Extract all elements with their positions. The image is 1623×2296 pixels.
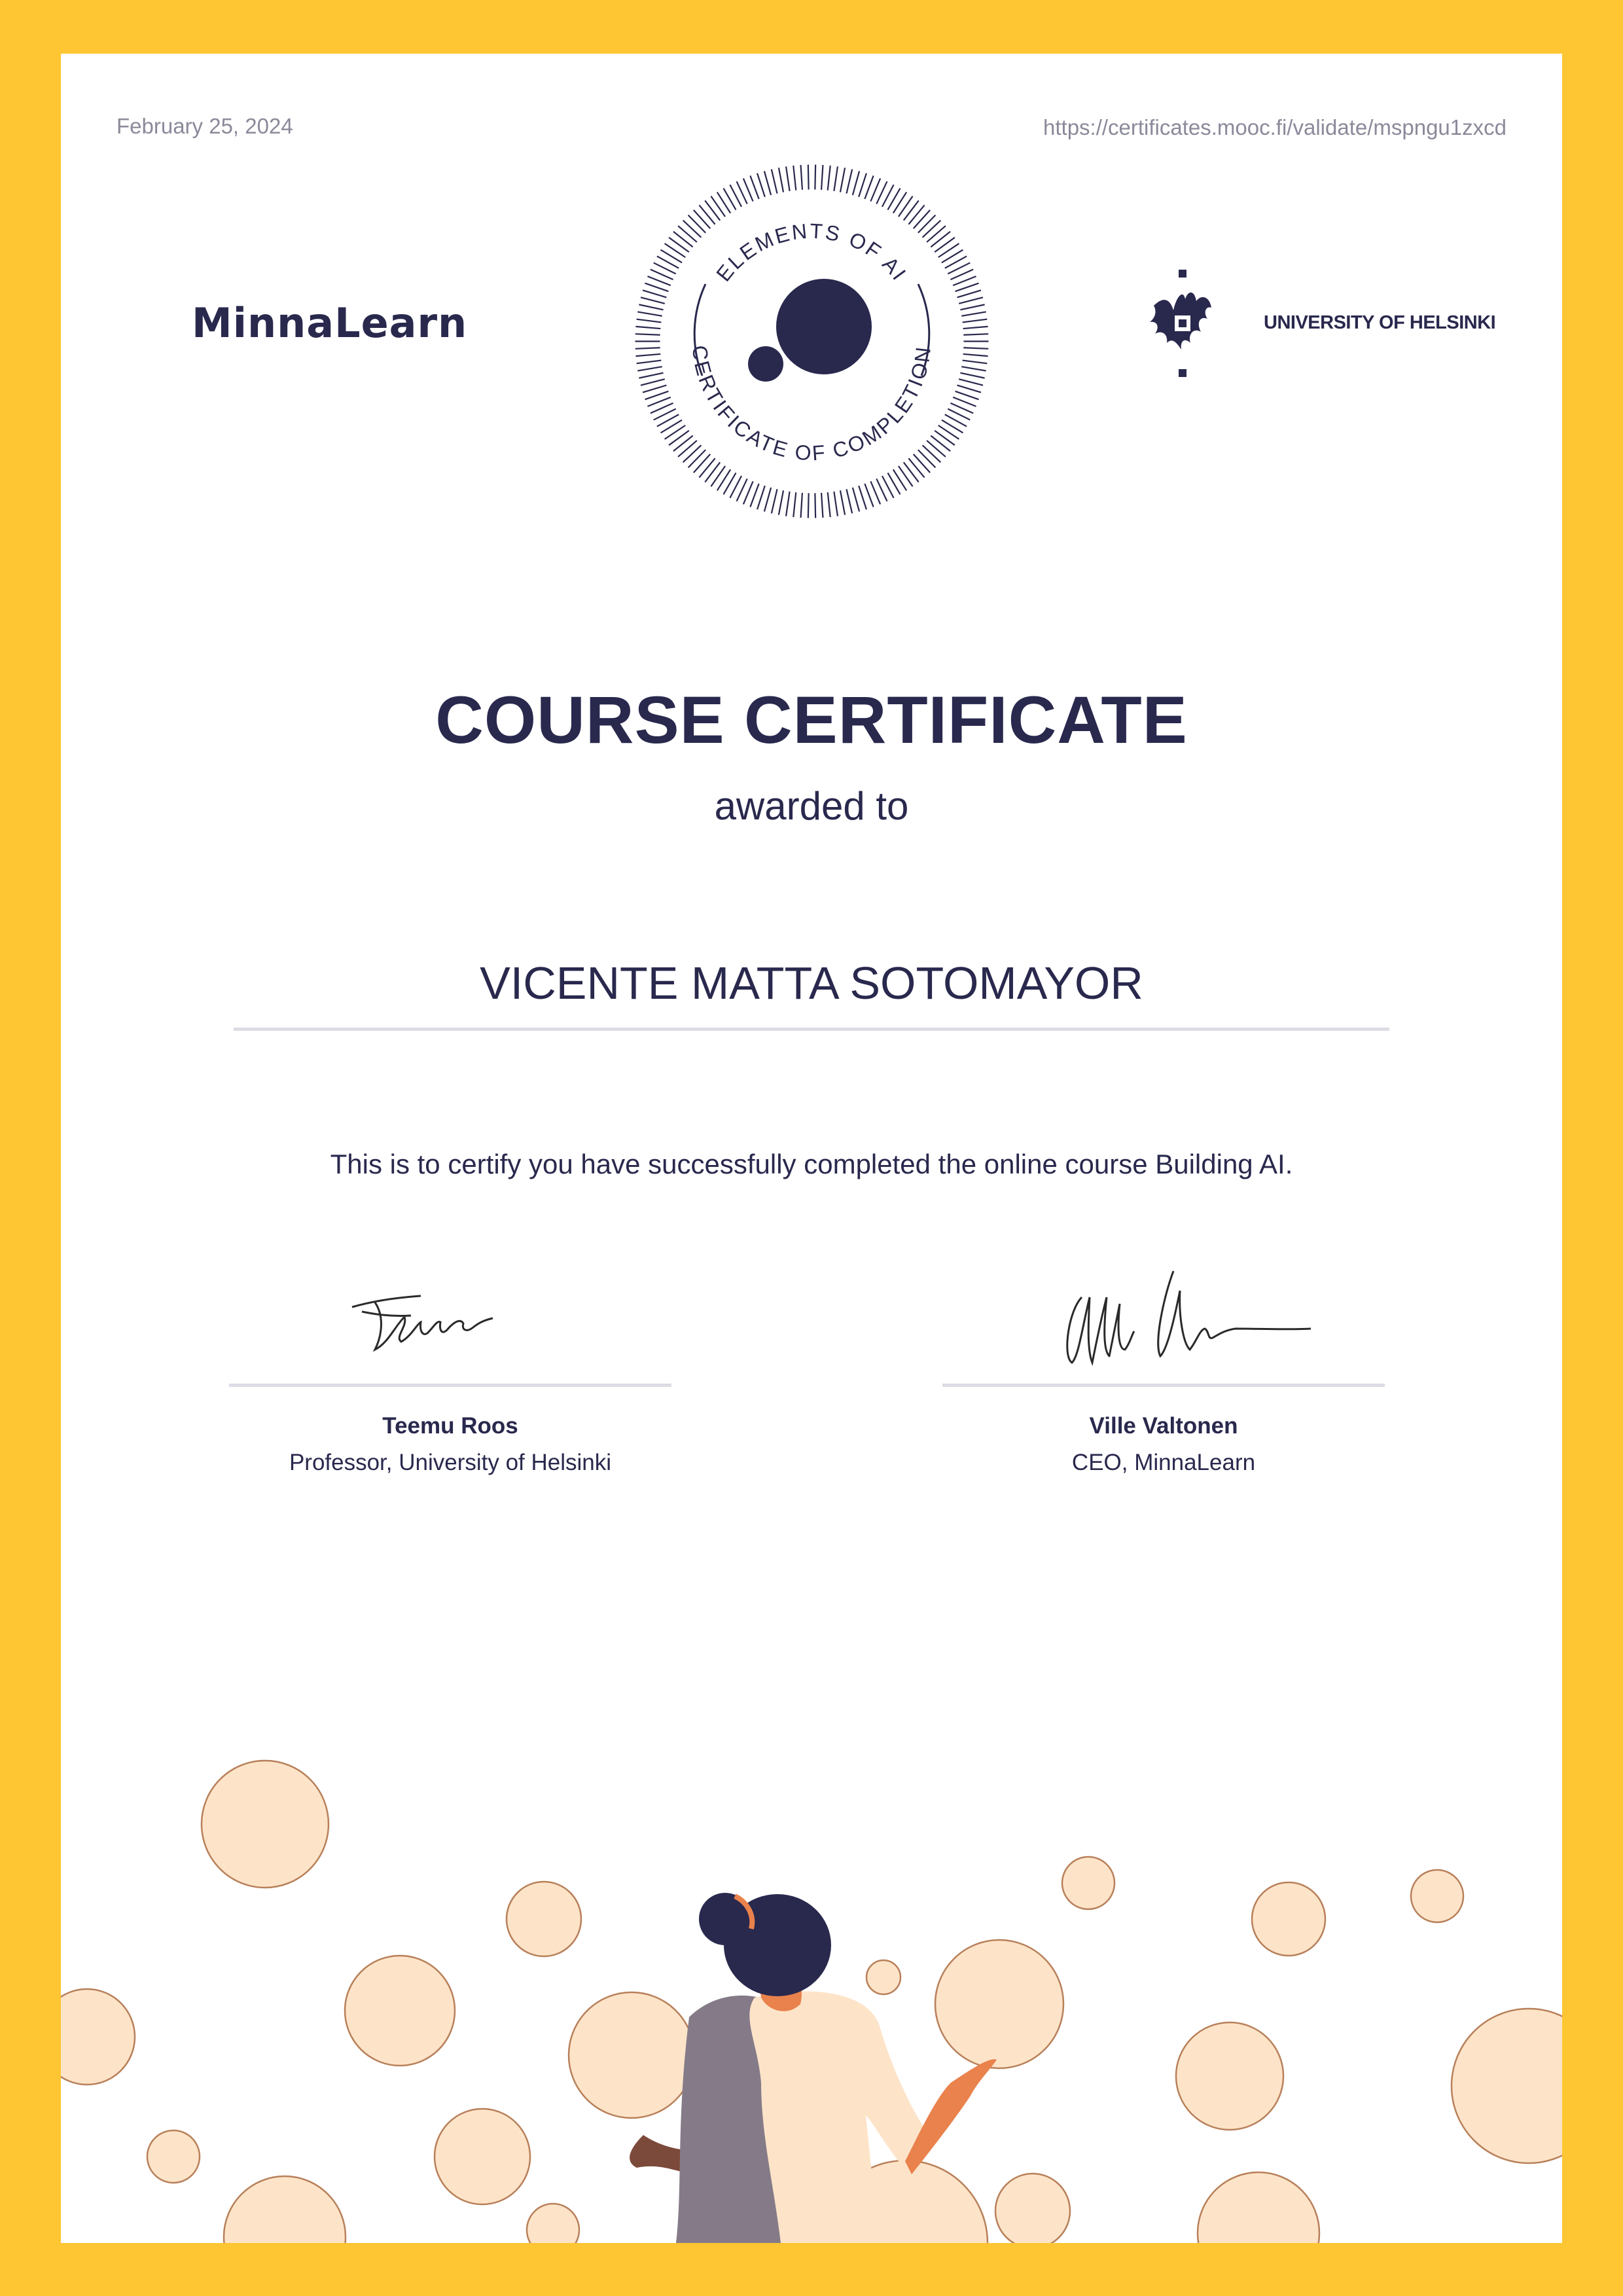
seal-tick (665, 425, 686, 439)
seal-tick (637, 367, 662, 370)
seal-tick (927, 226, 946, 242)
seal-tick (639, 304, 663, 310)
signature-line-left (229, 1384, 671, 1387)
seal-tick (955, 391, 979, 399)
seal-tick (899, 196, 913, 217)
signer-role: Professor, University of Helsinki (289, 1450, 612, 1475)
seal-tick (645, 283, 669, 291)
seal-tick (963, 334, 988, 335)
seal-tick (764, 488, 771, 512)
certification-statement: This is to certify you have successfully completed the online course Building AI. (330, 1149, 1293, 1179)
recipient-name: VICENTE MATTA SOTOMAYOR (480, 958, 1143, 1009)
seal-tick (643, 386, 666, 393)
seal-tick (808, 165, 809, 190)
seal-tick (865, 484, 873, 507)
seal-tick (846, 489, 852, 513)
signer-name: Ville Valtonen (1089, 1413, 1238, 1439)
seal-tick (717, 192, 730, 213)
seal-tick (834, 166, 838, 191)
seal-tick (955, 283, 979, 291)
seal-tick (705, 462, 720, 482)
seal-tick (779, 490, 783, 514)
seal-tick (853, 488, 859, 512)
seal-tick (846, 170, 852, 194)
seal-tick (711, 196, 725, 217)
seal-tick (779, 168, 783, 192)
seal-tick (669, 238, 689, 252)
seal-tick (639, 373, 663, 378)
seal-tick (635, 348, 660, 349)
seal-tick (750, 484, 758, 507)
seal-tick (786, 166, 790, 191)
seal-tick (673, 436, 693, 452)
seal-tick (918, 450, 936, 467)
seal-tick (688, 215, 706, 233)
seal-tick (904, 462, 919, 482)
seal-tick (637, 312, 662, 315)
seal-tick (635, 354, 660, 356)
seal-tick (840, 168, 845, 192)
seal-tick (931, 232, 950, 247)
seal-tick (688, 450, 706, 467)
awarded-to-label: awarded to (714, 784, 909, 828)
seal-tick (959, 379, 983, 385)
seal-tick (961, 312, 986, 315)
seal-tick (914, 454, 930, 473)
seal-tick (914, 210, 930, 228)
seal-tick (923, 221, 941, 238)
seal-tick (963, 354, 988, 356)
seal-tick (678, 440, 697, 457)
seal-tick (645, 391, 669, 399)
recipient-underline (234, 1028, 1389, 1031)
signature-line-right (942, 1384, 1385, 1387)
seal-tick (821, 165, 823, 190)
seal-bottom-text: CERTIFICATE OF COMPLETION (687, 344, 936, 465)
seal-tick (963, 348, 988, 349)
seal-tick (699, 205, 715, 224)
signature-teemu-roos (349, 1265, 597, 1376)
seal-tick (694, 210, 710, 228)
seal-tick (957, 386, 981, 393)
seal-tick (908, 205, 924, 224)
seal-tick (859, 486, 866, 509)
seal-tick (963, 327, 988, 329)
seal-tick (801, 165, 802, 190)
seal-tick (908, 458, 924, 477)
seal-tick (931, 436, 950, 452)
seal-tick (699, 458, 715, 477)
seal-tick (938, 243, 959, 257)
signature-ville-valtonen (1049, 1258, 1363, 1376)
seal-tick (750, 175, 758, 199)
seal-tick (665, 243, 686, 257)
seal-tick (923, 445, 941, 462)
university-of-helsinki-logo-icon (1147, 270, 1219, 381)
certificate-sheet (61, 54, 1562, 2243)
seal-tick (793, 166, 796, 190)
seal-tick (757, 486, 765, 509)
seal-tick (711, 466, 725, 486)
seal-tick (635, 327, 660, 329)
seal-tick (669, 431, 689, 445)
seal-tick (764, 171, 771, 195)
minnalearn-logo: MinnaLearn (192, 299, 468, 347)
signer-name: Teemu Roos (382, 1413, 518, 1439)
signer-role: CEO, MinnaLearn (1071, 1450, 1256, 1475)
seal-tick (828, 492, 830, 517)
seal-tick (694, 454, 710, 473)
seal-tick (705, 200, 720, 220)
seal-tick (683, 221, 702, 238)
seal-tick (963, 361, 988, 364)
seal-tick (673, 232, 693, 247)
seal-tick (893, 469, 906, 490)
seal-tick (859, 173, 866, 197)
seal-tick (801, 493, 802, 518)
seal-tick (683, 445, 702, 462)
seal-tick (840, 490, 845, 514)
seal-tick (865, 175, 873, 199)
seal-tick (643, 290, 666, 297)
elements-of-ai-seal (630, 160, 993, 523)
seal-tick (899, 466, 913, 486)
seal-tick (641, 297, 665, 303)
seal-tick (960, 373, 984, 378)
seal-tick (853, 171, 859, 195)
seal-tick (821, 493, 823, 518)
seal-tick (641, 379, 665, 385)
seal-tick (893, 192, 906, 213)
seal-tick (757, 173, 765, 197)
seal-tick (717, 469, 730, 490)
seal-tick (637, 319, 662, 323)
seal-tick (808, 493, 809, 518)
certificate-title: COURSE CERTIFICATE (435, 683, 1188, 757)
university-of-helsinki-label: UNIVERSITY OF HELSINKI (1264, 312, 1496, 333)
seal-tick (961, 367, 986, 370)
seal-tick (678, 226, 697, 242)
seal-tick (828, 166, 830, 190)
seal-tick (904, 200, 919, 220)
seal-tick (927, 440, 946, 457)
seal-tick (963, 319, 988, 323)
seal-tick (786, 492, 790, 516)
seal-tick (834, 492, 838, 516)
seal-tick (637, 361, 662, 364)
seal-tick (957, 290, 981, 297)
seal-tick (959, 297, 983, 303)
validation-url[interactable]: https://certificates.mooc.fi/validate/mspngu1zxcd (1043, 115, 1507, 139)
seal-tick (935, 431, 955, 445)
svg-text:ELEMENTS OF AI (711, 219, 912, 286)
seal-tick (772, 489, 777, 513)
seal-tick (938, 425, 959, 439)
seal-tick (772, 170, 777, 194)
seal-tick (918, 215, 936, 233)
seal-tick (935, 238, 955, 252)
issue-date: February 25, 2024 (116, 114, 293, 138)
seal-tick (635, 334, 660, 335)
bubbles-illustration (61, 1729, 1562, 2243)
seal-top-text: ELEMENTS OF AI (711, 219, 912, 286)
seal-tick (960, 304, 984, 310)
seal-tick (793, 492, 796, 517)
